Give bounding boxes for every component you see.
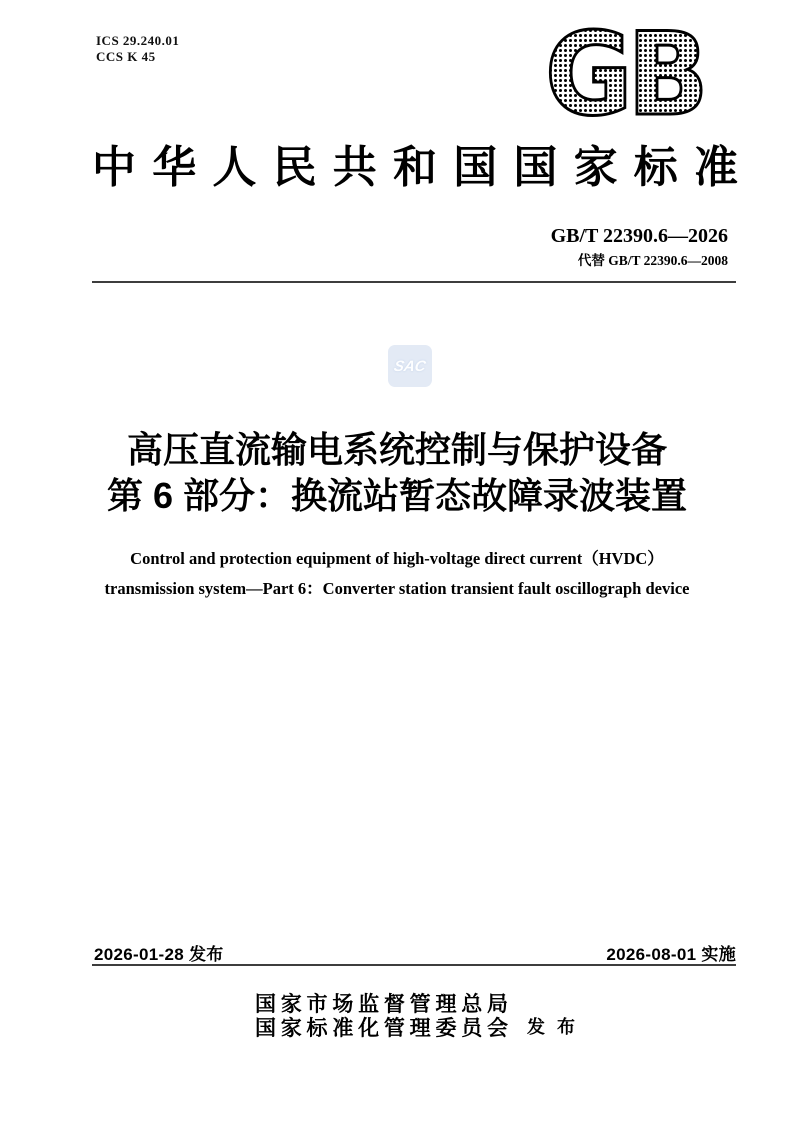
title-chinese-line1: 高压直流输电系统控制与保护设备 bbox=[126, 429, 667, 470]
replaces-note: 代替 GB/T 22390.6—2008 bbox=[577, 253, 728, 268]
publisher-line2: 国家标准化管理委员会 bbox=[255, 1016, 508, 1040]
title-english-line2: transmission system—Part 6：Converter station transient fault oscillograph device bbox=[104, 579, 690, 598]
bottom-divider bbox=[92, 964, 736, 966]
gb-logo bbox=[538, 18, 710, 122]
publish-label: 发布 bbox=[527, 1017, 587, 1037]
standard-number: GB/T 22390.6—2026 bbox=[550, 225, 728, 247]
national-standard-header: 中华人民共和国国家标准 bbox=[92, 143, 738, 192]
publisher-block bbox=[255, 992, 508, 1040]
ccs-code: CCS K 45 bbox=[96, 49, 156, 64]
sac-watermark-text: SAC bbox=[392, 357, 428, 375]
issue-date: 2026-01-28 发布 bbox=[94, 945, 224, 964]
implementation-date: 2026-08-01 实施 bbox=[606, 945, 736, 964]
ics-code: ICS 29.240.01 bbox=[96, 33, 180, 48]
sac-watermark bbox=[388, 345, 432, 387]
publisher-line1: 国家市场监督管理总局 bbox=[255, 992, 508, 1016]
top-divider bbox=[92, 281, 736, 283]
title-chinese-line2: 第 6 部分：换流站暂态故障录波装置 bbox=[106, 475, 688, 516]
gb-logo-text: GB bbox=[545, 18, 703, 122]
title-english-line1: Control and protection equipment of high-voltage direct current（HVDC） bbox=[130, 549, 664, 568]
classification-codes bbox=[96, 33, 179, 65]
